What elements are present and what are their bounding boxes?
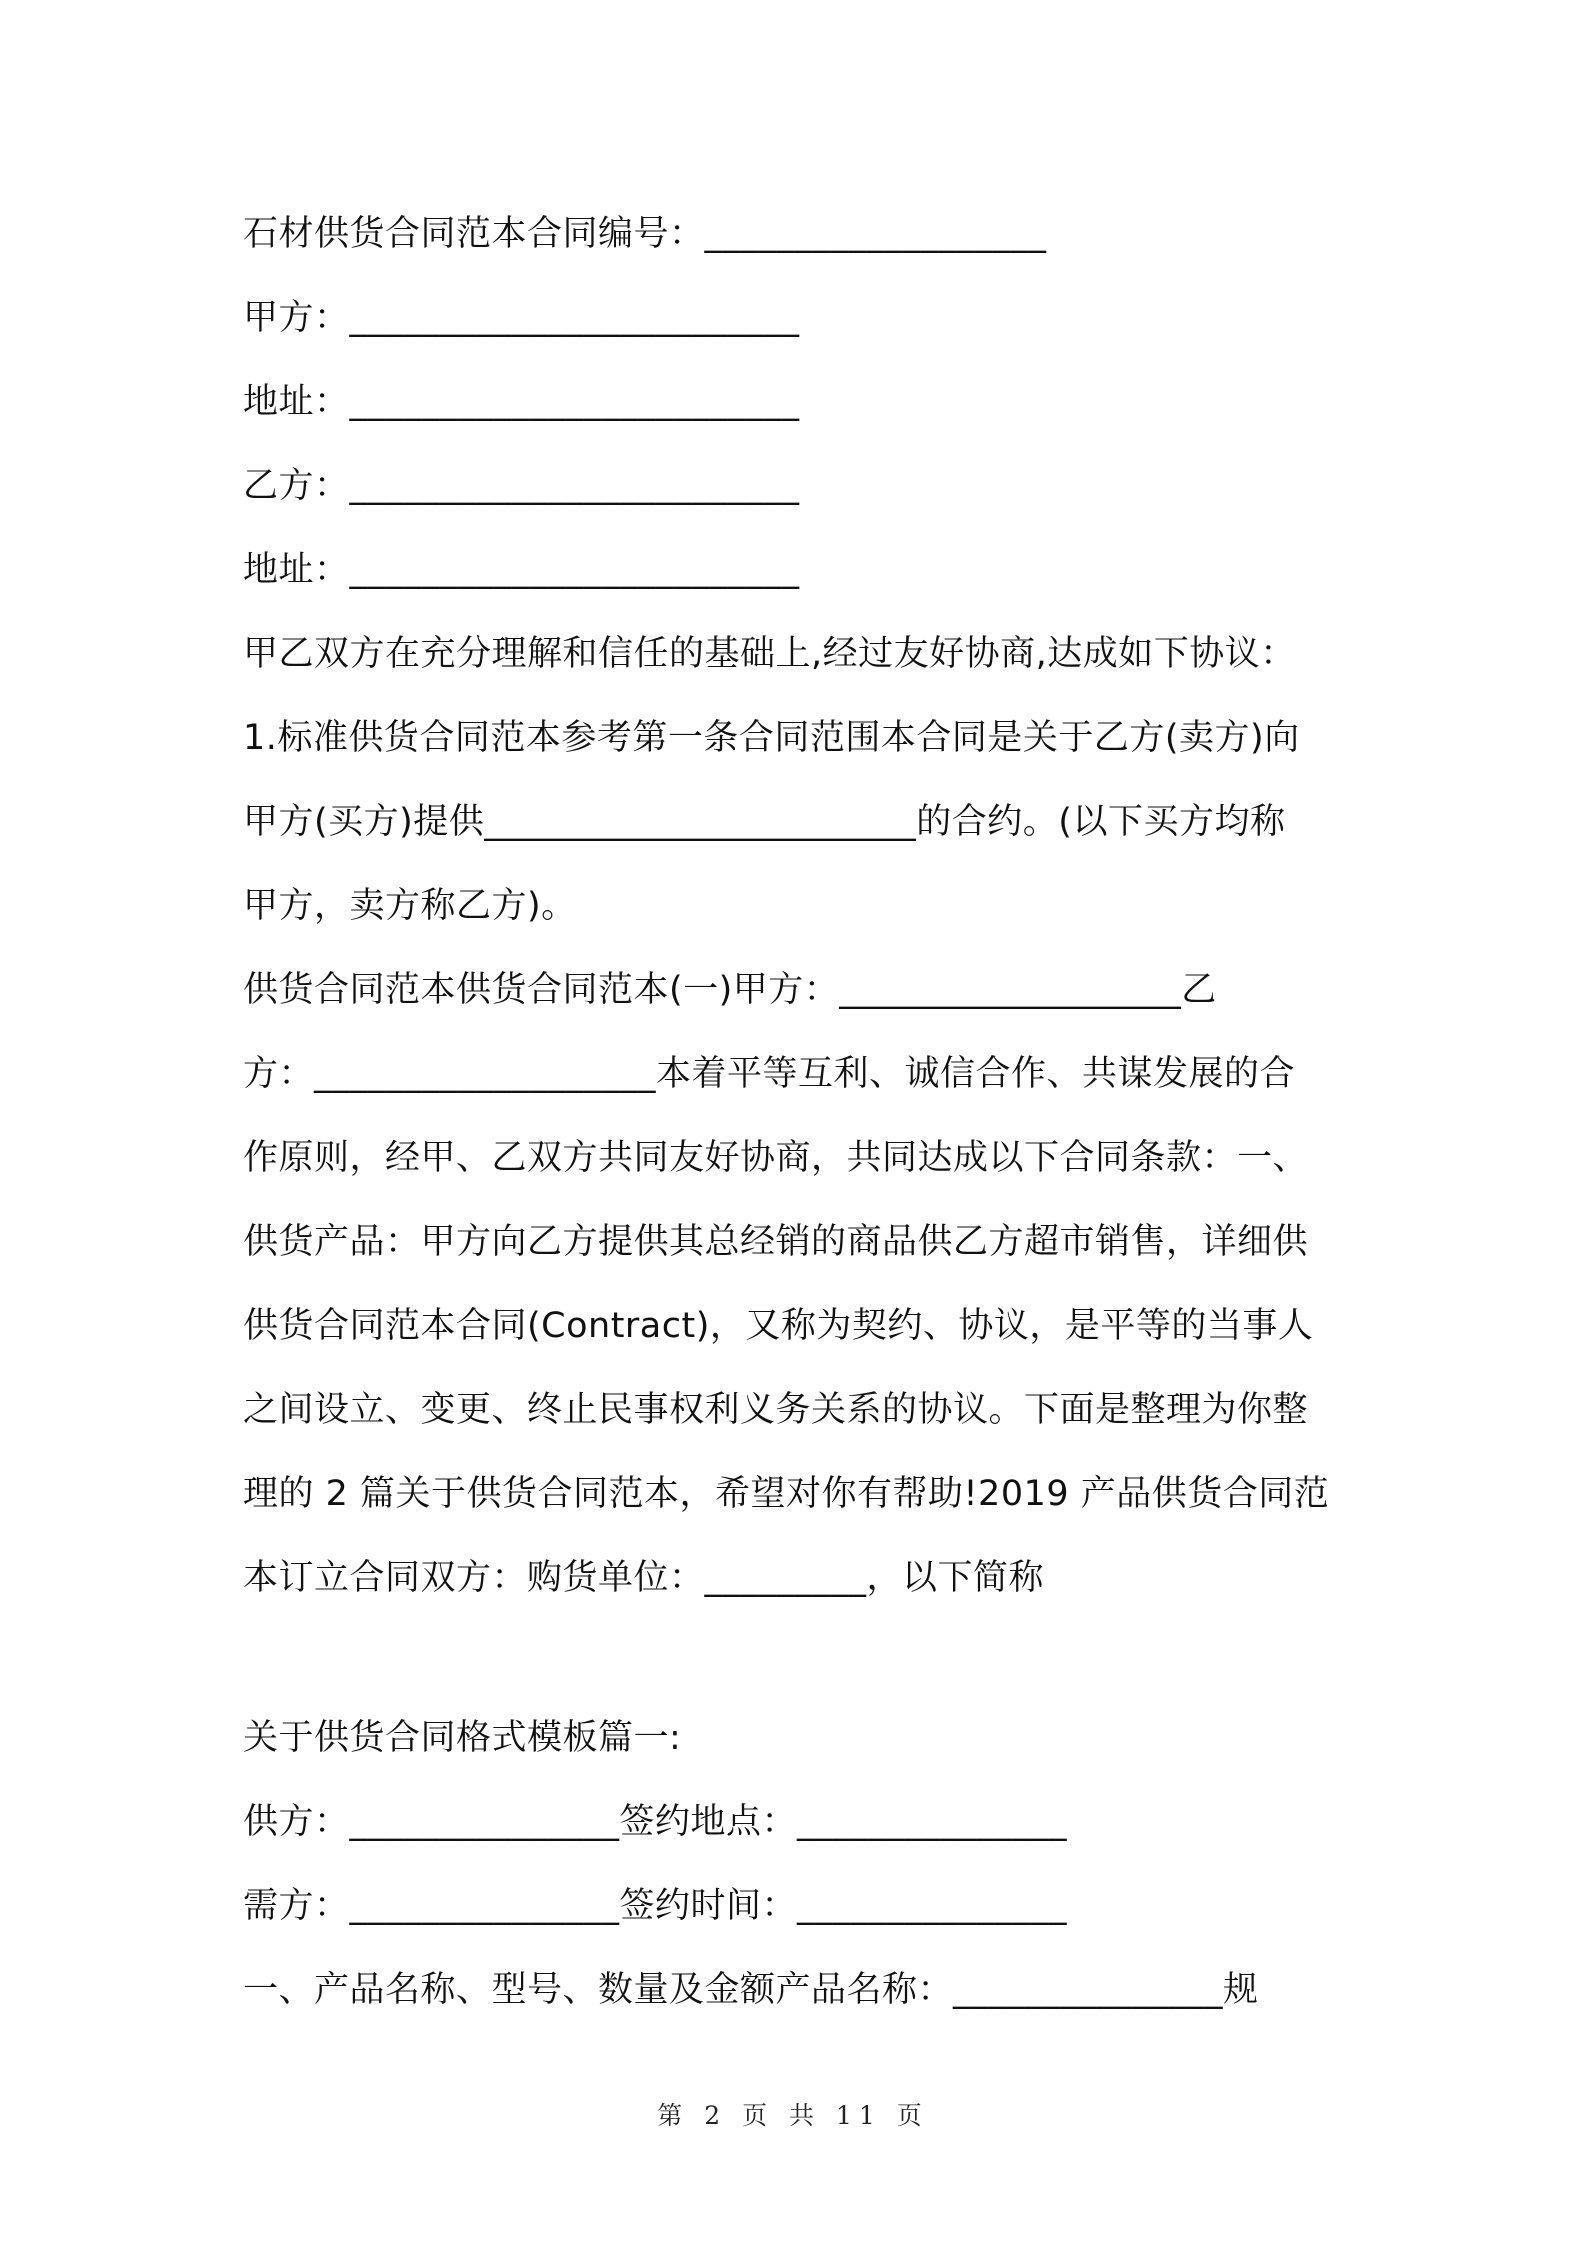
paragraph-line: 供货合同范本供货合同范本(一)甲方：___________________乙 <box>243 970 1217 1010</box>
contract-body <box>243 192 1353 1620</box>
paragraph-line: 本订立合同双方：购货单位：_________，以下简称 <box>243 1558 1045 1598</box>
party-a-line: 甲方：_________________________ <box>243 298 800 338</box>
contract-number-line: 石材供货合同范本合同编号：___________________ <box>243 214 1047 254</box>
page-number: 第 2 页 共 11 页 <box>657 2101 929 2130</box>
paragraph-line: 之间设立、变更、终止民事权利义务关系的协议。下面是整理为你整 <box>243 1390 1309 1430</box>
party-a-address-line: 地址：_________________________ <box>243 382 800 422</box>
product-line: 一、产品名称、型号、数量及金额产品名称：_______________规 <box>243 1970 1259 2010</box>
paragraph-line: 方：___________________本着平等互利、诚信合作、共谋发展的合 <box>243 1054 1296 1094</box>
paragraph-line: 甲方(买方)提供________________________的合约。(以下买方均称 <box>243 802 1286 842</box>
supplier-line: 供方：_______________签约地点：_______________ <box>243 1802 1068 1842</box>
paragraph-line: 理的 2 篇关于供货合同范本，希望对你有帮助!2019 产品供货合同范 <box>243 1474 1330 1514</box>
paragraph-line: 作原则，经甲、乙双方共同友好协商，共同达成以下合同条款：一、 <box>243 1138 1309 1178</box>
section-heading: 关于供货合同格式模板篇一: <box>243 1718 682 1758</box>
buyer-line: 需方：_______________签约时间：_______________ <box>243 1886 1068 1926</box>
party-b-address-line: 地址：_________________________ <box>243 550 800 590</box>
paragraph-line: 供货合同范本合同(Contract)，又称为契约、协议，是平等的当事人 <box>243 1306 1314 1346</box>
paragraph-line: 甲方，卖方称乙方)。 <box>243 886 577 926</box>
template-section <box>243 1696 1353 2032</box>
paragraph-line: 供货产品：甲方向乙方提供其总经销的商品供乙方超市销售，详细供 <box>243 1222 1309 1262</box>
agreement-intro-line: 甲乙双方在充分理解和信任的基础上,经过友好协商,达成如下协议： <box>243 634 1296 674</box>
party-b-line: 乙方：_________________________ <box>243 466 800 506</box>
paragraph-line: 1.标准供货合同范本参考第一条合同范围本合同是关于乙方(卖方)向 <box>243 718 1300 758</box>
